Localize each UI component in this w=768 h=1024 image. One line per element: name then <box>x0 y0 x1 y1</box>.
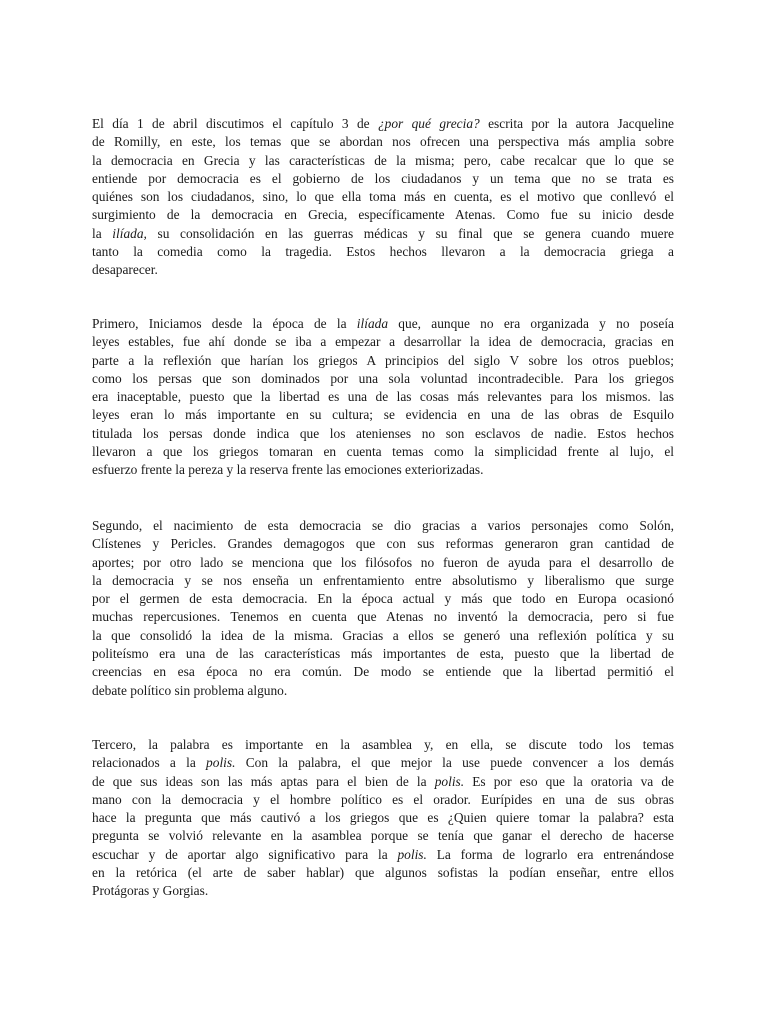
line-text: en la retórica (el arte de saber hablar) que algunos sofistas la podían enseñar, entre ellos <box>92 865 674 881</box>
line-text: hace la pregunta que más cautivó a los griegos que es ¿Quien quiere tomar la palabra? esta <box>92 810 674 826</box>
line-text: desaparecer. <box>92 262 158 278</box>
paragraph-line <box>92 115 674 133</box>
paragraph-line <box>92 791 674 809</box>
line-text: pregunta se volvió relevante en la asamblea porque se tenía que ganar el derecho de hacerse <box>92 828 674 844</box>
paragraph-line <box>92 370 674 388</box>
paragraph-line <box>92 333 674 351</box>
line-text: Tercero, la palabra es importante en la asamblea y, en ella, se discute todo los temas <box>92 737 674 752</box>
line-text: la democracia y se nos enseña un enfrentamiento entre absolutismo y liberalismo que surge <box>92 572 674 588</box>
paragraph-line <box>92 406 674 424</box>
line-text: El día 1 de abril discutimos el capítulo 3 de ¿por qué grecia? escrita por la autora Jacqueline <box>92 116 674 131</box>
italic-title: ilíada, <box>112 225 147 241</box>
paragraph-line <box>92 627 674 645</box>
italic-title: polis. <box>206 755 236 771</box>
paragraph-line <box>92 773 674 791</box>
paragraph-line <box>92 388 674 406</box>
paragraph-line <box>92 152 674 170</box>
line-text: Primero, Iniciamos desde la época de la ilíada que, aunque no era organizada y no poseía <box>92 316 674 331</box>
paragraph-line <box>92 882 674 900</box>
paragraph-line <box>92 188 674 206</box>
line-text: relacionados a la polis. Con la palabra, el que mejor la use puede convencer a los demás <box>92 755 674 771</box>
paragraph-line <box>92 682 674 700</box>
line-text: de que sus ideas son las más aptas para el bien de la polis. Es por eso que la oratoria va de <box>92 773 674 789</box>
line-text: era inaceptable, puesto que la libertad es una de las cosas más relevantes para los mismos. las <box>92 389 674 405</box>
paragraph-line <box>92 736 674 754</box>
paragraph-line <box>92 243 674 261</box>
line-text: creencias en esa época no era común. De modo se entiende que la libertad permitió el <box>92 664 674 680</box>
line-text: parte a la reflexión que harían los griegos A principios del siglo V sobre los otros pueblos; <box>92 352 674 368</box>
paragraph-line <box>92 461 674 479</box>
paragraph-line <box>92 352 674 370</box>
line-text: mano con la democracia y el hombre político es el orador. Eurípides en una de sus obras <box>92 791 674 807</box>
line-text: Clístenes y Pericles. Grandes demagogos que con sus reformas generaron gran cantidad de <box>92 536 674 552</box>
line-text: escuchar y de aportar algo significativo para la polis. La forma de lograrlo era entrenándose <box>92 846 674 862</box>
paragraph-line <box>92 554 674 572</box>
paragraph-line <box>92 261 674 279</box>
line-text: la ilíada, su consolidación en las guerras médicas y su final que se genera cuando muere <box>92 225 674 241</box>
line-text: quiénes son los ciudadanos, sino, lo que ella toma más en cuenta, es el motivo que conllevó el <box>92 189 674 205</box>
line-text: por el germen de esta democracia. En la época actual y más que todo en Europa ocasionó <box>92 591 674 607</box>
line-text: esfuerzo frente la pereza y la reserva frente las emociones exteriorizadas. <box>92 462 484 478</box>
line-text: la democracia en Grecia y las características de la misma; pero, cabe recalcar que lo que se <box>92 152 674 168</box>
paragraph-line <box>92 133 674 151</box>
line-text: entiende por democracia es el gobierno de los ciudadanos y un tema que no se trata es <box>92 170 674 186</box>
paragraph-line <box>92 608 674 626</box>
line-text: politeísmo era una de las características más importantes de esta, puesto que la libertad de <box>92 646 674 662</box>
italic-title: ilíada <box>356 316 389 331</box>
paragraph-line <box>92 590 674 608</box>
paragraph-line <box>92 572 674 590</box>
line-text: Protágoras y Gorgias. <box>92 883 209 899</box>
paragraph-line <box>92 809 674 827</box>
paragraph-tercero <box>92 736 674 901</box>
paragraph-line <box>92 443 674 461</box>
line-text: aportes; por otro lado se menciona que los filósofos no fueron de ayuda para el desarrollo de <box>92 554 674 570</box>
paragraph-primero <box>92 315 674 480</box>
paragraph-line <box>92 225 674 243</box>
paragraph-line <box>92 645 674 663</box>
italic-title: polis. <box>397 846 427 862</box>
line-text: tanto la comedia como la tragedia. Estos hechos llevaron a la democracia griega a <box>92 244 674 260</box>
line-text: muchas repercusiones. Tenemos en cuenta que Atenas no inventó la democracia, pero si fue <box>92 609 674 625</box>
line-text: leyes eran lo más importante en su cultura; se evidencia en una de las obras de Esquilo <box>92 407 674 423</box>
line-text: leyes estables, fue ahí donde se iba a empezar a desarrollar la idea de democracia, gracias en <box>92 334 674 350</box>
paragraph-line <box>92 827 674 845</box>
italic-title: ¿por qué grecia? <box>377 116 480 131</box>
line-text: como los persas que son dominados por una sola voluntad incontradecible. Para los griegos <box>92 370 674 386</box>
paragraph-line <box>92 663 674 681</box>
italic-title: polis. <box>434 773 465 789</box>
paragraph-line <box>92 846 674 864</box>
paragraph-line <box>92 864 674 882</box>
paragraph-line <box>92 315 674 333</box>
line-text: titulada los persas donde indica que los atenienses no son esclavos de nadie. Estos hechos <box>92 425 674 441</box>
paragraph-line <box>92 754 674 772</box>
paragraph-line <box>92 517 674 535</box>
paragraph-segundo <box>92 517 674 700</box>
paragraph-line <box>92 535 674 553</box>
paragraph-line <box>92 170 674 188</box>
paragraph-line <box>92 206 674 224</box>
line-text: de Romilly, en este, los temas que se abordan nos ofrecen una perspectiva más amplia sobre <box>92 134 674 150</box>
paragraph-line <box>92 425 674 443</box>
paragraph-intro <box>92 115 674 280</box>
line-text: Segundo, el nacimiento de esta democracia se dio gracias a varios personajes como Solón, <box>92 518 674 533</box>
line-text: surgimiento de la democracia en Grecia, específicamente Atenas. Como fue su inicio desde <box>92 207 674 223</box>
line-text: llevaron a que los griegos tomaran en cuenta temas como la simplicidad frente al lujo, el <box>92 444 674 460</box>
line-text: la que consolidó la idea de la misma. Gracias a ellos se generó una reflexión política y su <box>92 627 674 643</box>
line-text: debate político sin problema alguno. <box>92 682 288 698</box>
